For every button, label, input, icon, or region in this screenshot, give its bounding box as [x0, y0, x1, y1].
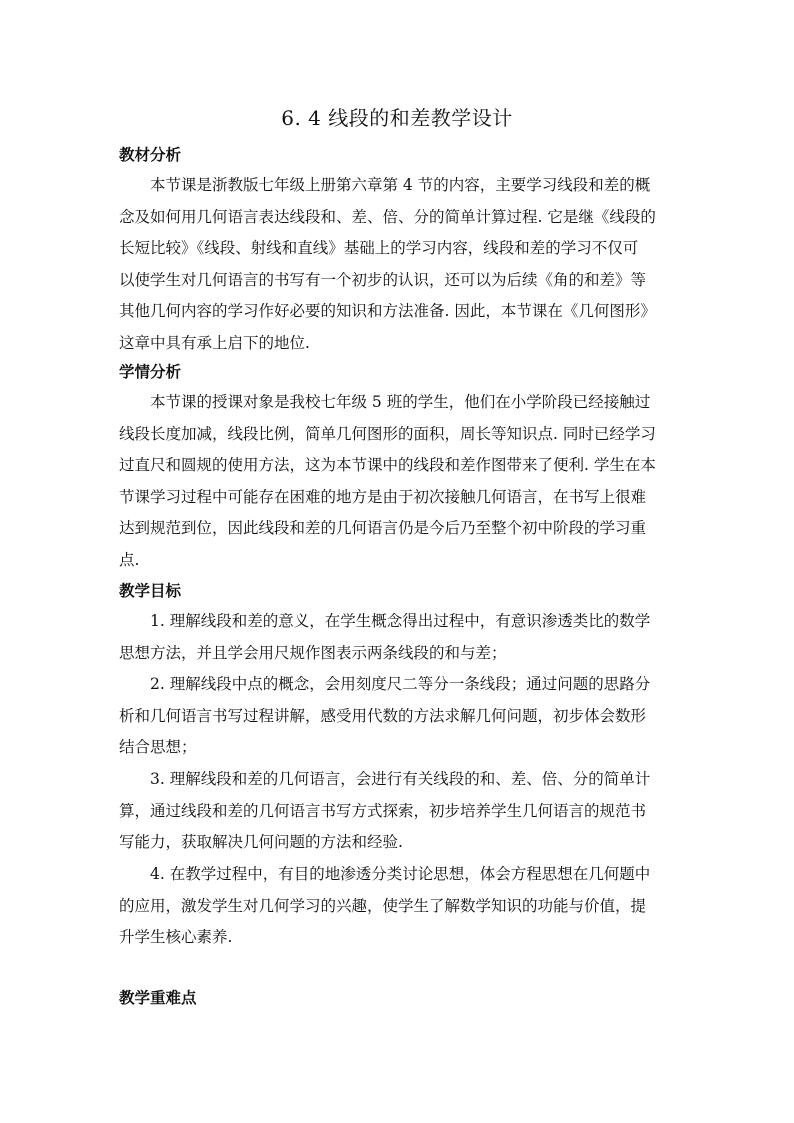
- paragraph-line: 这章中具有承上启下的地位.: [119, 333, 310, 352]
- paragraph-line: 2. 理解线段中点的概念，会用刻度尺二等分一条线段；通过问题的思路分: [150, 675, 651, 693]
- paragraph-line: 4. 在教学过程中，有目的地渗透分类讨论思想，体会方程思想在几何题中: [150, 865, 651, 883]
- section-heading-student-analysis: 学情分析: [119, 363, 182, 381]
- paragraph-line: 线段长度加减，线段比例，简单几何图形的面积，周长等知识点. 同时已经学习: [119, 424, 656, 443]
- paragraph-line: 思想方法，并且学会用尺规作图表示两条线段的和与差；: [119, 643, 507, 662]
- paragraph-line: 其他几何内容的学习作好必要的知识和方法准备. 因此，本节课在《几何图形》: [119, 302, 656, 321]
- paragraph-line: 以使学生对几何语言的书写有一个初步的认识，还可以为后续《角的和差》等: [119, 270, 647, 289]
- objective-1: [119, 606, 679, 669]
- objective-3: [119, 764, 679, 859]
- section-heading-textbook-analysis: 教材分析: [119, 146, 182, 164]
- paragraph-line: 本节课是浙教版七年级上册第六章第 4 节的内容，主要学习线段和差的概: [150, 176, 651, 194]
- page-title: 6. 4 线段的和差教学设计: [281, 106, 513, 130]
- paragraph-line: 1. 理解线段和差的意义，在学生概念得出过程中，有意识渗透类比的数学: [150, 612, 651, 630]
- paragraph-textbook-analysis: [119, 170, 679, 360]
- section-heading-teaching-objectives: 教学目标: [119, 582, 182, 600]
- paragraph-line: 过直尺和圆规的使用方法，这为本节课中的线段和差作图带来了便利. 学生在本: [119, 456, 656, 475]
- paragraph-line: 升学生核心素养.: [119, 928, 233, 947]
- section-heading-key-difficult-points: 教学重难点: [119, 989, 197, 1007]
- paragraph-line: 析和几何语言书写过程讲解，感受用代数的方法求解几何问题，初步体会数形: [119, 706, 647, 725]
- paragraph-line: 结合思想；: [119, 738, 197, 757]
- objective-4: [119, 859, 679, 954]
- paragraph-student-analysis: [119, 387, 679, 577]
- paragraph-line: 的应用，激发学生对几何学习的兴趣，使学生了解数学知识的功能与价值，提: [119, 896, 647, 915]
- paragraph-line: 本节课的授课对象是我校七年级 5 班的学生，他们在小学阶段已经接触过: [150, 393, 651, 411]
- paragraph-line: 写能力，获取解决几何问题的方法和经验.: [119, 833, 403, 852]
- paragraph-line: 算，通过线段和差的几何语言书写方式探索，初步培养学生几何语言的规范书: [119, 801, 647, 820]
- paragraph-line: 长短比较》《线段、射线和直线》基础上的学习内容，线段和差的学习不仅可: [119, 239, 639, 258]
- objective-2: [119, 669, 679, 764]
- paragraph-line: 达到规范到位，因此线段和差的几何语言仍是今后乃至整个初中阶段的学习重: [119, 519, 647, 538]
- paragraph-line: 3. 理解线段和差的几何语言，会进行有关线段的和、差、倍、分的简单计: [150, 770, 651, 788]
- paragraph-line: 点.: [119, 550, 140, 569]
- paragraph-line: 念及如何用几何语言表达线段和、差、倍、分的简单计算过程. 它是继《线段的: [119, 207, 656, 226]
- paragraph-line: 节课学习过程中可能存在困难的地方是由于初次接触几何语言，在书写上很难: [119, 487, 647, 506]
